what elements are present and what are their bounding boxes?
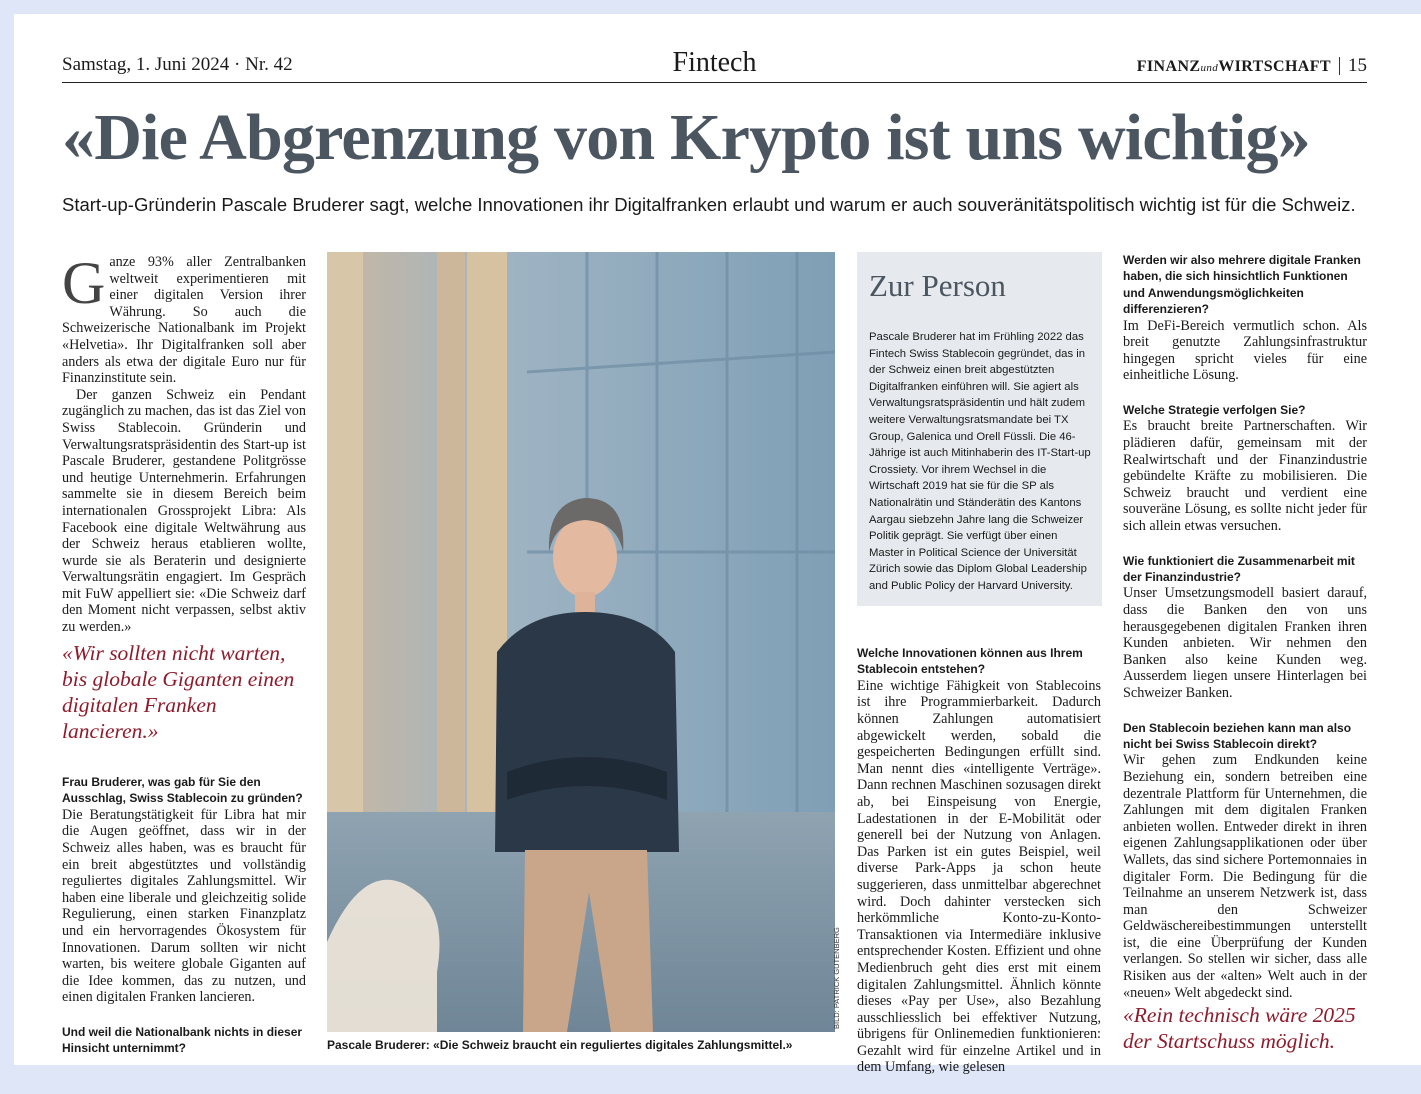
- column-3: [857, 645, 1101, 1094]
- intro-paragraph-2: [62, 387, 306, 636]
- answer-1: Die Beratungstätigkeit für Libra hat mir die Augen geöffnet, dass wir in der Schweiz alles haben, was es braucht für ein breit abgestütztes und vollständig reguliertes digitales Zahlungsmittel. Wir haben eine liberale und gleichzeitig solide Regulierung, einen starken Finanzplatz und ein hervorragendes Ökosystem für Innovationen. Darum sollten wir nicht warten, bis weitere globale Giganten auf die Idee kommen, das zu nutzen, und einen digitalen Franken lancieren.: [62, 806, 306, 1006]
- issue-date: Samstag, 1. Juni 2024 · Nr. 42: [62, 54, 293, 75]
- header-divider: [1339, 57, 1340, 75]
- header-rule: [62, 82, 1367, 83]
- question-4: Werden wir also mehrere digitale Franken haben, die sich hinsichtlich Funktionen und Anwendungsmöglichkeiten differenzieren?: [1123, 253, 1361, 317]
- intro-paragraph-1: [62, 250, 306, 387]
- pull-quote-2: «Rein technisch wäre 2025 der Startschuss möglich.: [1123, 1003, 1356, 1053]
- portrait-illustration: [327, 252, 835, 1032]
- photo-caption: Pascale Bruderer: «Die Schweiz braucht ein reguliertes digitales Zahlungsmittel.»: [327, 1038, 793, 1052]
- headline: «Die Abgrenzung von Krypto ist uns wichtig»: [62, 101, 1310, 174]
- profile-box-title: Zur Person: [869, 268, 1006, 303]
- answer-6: Unser Umsetzungsmodell basiert darauf, dass die Banken den von uns herausgegebenen digitalen Franken ihren Kunden anbieten. Wir nehmen den Banken also keine Kunden weg. Ausserdem liegen unsere Hinterlagen bei Schweizer Banken.: [1123, 585, 1367, 701]
- profile-box-text: Pascale Bruderer hat im Frühling 2022 das Fintech Swiss Stablecoin gegründet, das in der Schweiz einen breit abgestützten Digitalfranken einführen will. Sie agiert als Verwaltungsratspräsidentin und hält zudem weitere Verwaltungsratsmandate bei TX Group, Galenica und Orell Füssli. Die 46-Jährige ist auch Mitinhaberin des IT-Start-up Crossiety. Vor ihrem Wechsel in die Wirtschaft 2019 hat sie für die SP als Nationalrätin und Ständerätin des Kantons Aargau siebzehn Jahre lang die Schweizer Politik geprägt. Sie verfügt über einen Master in Political Science der Universität Zürich sowie das Diplom Global Leadership and Public Policy der Harvard University.: [869, 331, 1091, 592]
- drop-cap: G: [62, 250, 106, 316]
- masthead: [1137, 55, 1367, 77]
- photo-credit: BILD: PATRICK GUTENBERG: [832, 927, 841, 1029]
- brand-part-finanz: FINANZ: [1136, 58, 1201, 75]
- page-header: [62, 47, 1367, 80]
- pull-quote-1: «Wir sollten nicht warten, bis globale Giganten einen digitalen Franken lancieren.»: [62, 641, 295, 743]
- brand-part-wirtschaft: WIRTSCHAFT: [1218, 58, 1331, 75]
- question-5: Welche Strategie verfolgen Sie?: [1123, 403, 1306, 417]
- question-6: Wie funktioniert die Zusammenarbeit mit der Finanzindustrie?: [1123, 553, 1355, 584]
- column-4: [1123, 252, 1367, 1019]
- question-7: Den Stablecoin beziehen kann man also nicht bei Swiss Stablecoin direkt?: [1123, 720, 1352, 751]
- question-1: Frau Bruderer, was gab für Sie den Ausschlag, Swiss Stablecoin zu gründen?: [62, 775, 303, 806]
- answer-4: Im DeFi-Bereich vermutlich schon. Als breit genutzte Zahlungsinfrastruktur hingegen spricht vieles für eine einheitliche Lösung.: [1123, 317, 1367, 384]
- column-1: [62, 250, 306, 654]
- section-title: Fintech: [672, 47, 757, 78]
- newspaper-page: [14, 14, 1421, 1076]
- page-number: 15: [1348, 55, 1367, 76]
- answer-3: Eine wichtige Fähigkeit von Stablecoins ist ihre Programmierbarkeit. Dadurch können Zahlungen automatisiert abgewickelt werden, sobald die gespeicherten Bedingungen erfüllt sind. Man nennt dies «intelligente Verträge». Dann rechnen Maschinen sozusagen direkt ab, bei Einspeisung von Energie, Ladestationen in der E-Mobilität oder generell bei der Nutzung von Anlagen. Das Parken ist ein gutes Beispiel, weil diverse Park-Apps ja schon heute suggerieren, dass unmittelbar abgerechnet wird. Doch dahinter verstecken sich herkömmliche Konto-zu-Konto-Transaktionen via Intermediäre inklusive entsprechender Kosten. Effizient und ohne Medienbruch geht dies erst mit einem digitalen Zahlungsmittel. Ähnlich könnte dieses «Pay per Use», also Bezahlung ausschliesslich bei effektiver Nutzung, übrigens für Onlinemedien funktionieren: Gezahlt wird für einzelne Artikel und in dem Umfang, wie gelesen: [857, 677, 1101, 1076]
- column-1-interview: [62, 774, 306, 1057]
- subheadline: Start-up-Gründerin Pascale Bruderer sagt, welche Innovationen ihr Digitalfranken erlaubt und warum er auch souveränitätspolitisch wichtig ist für die Schweiz.: [62, 194, 1356, 215]
- profile-box: [857, 252, 1102, 606]
- intro-text-1: anze 93% aller Zentralbanken weltweit experimentieren mit einer digitalen Version ihrer Währung. So auch die Schweizerische Nationalbank im Projekt «Helvetia». Ihr Digitalfranken soll aber anders als etwa der digitale Euro nur für Finanzinstitute sein.: [62, 254, 306, 387]
- portrait-photo: [327, 252, 835, 1032]
- answer-5: Es braucht breite Partnerschaften. Wir plädieren dafür, gemeinsam mit der Realwirtschaft und der Finanzindustrie gebündelte Kräfte zu mobilisieren. Die Schweiz braucht und verdient eine souveräne Lösung, es sollte nicht jeder für sich allein etwas versuchen.: [1123, 418, 1367, 534]
- brand-part-und: und: [1200, 62, 1219, 74]
- brand-logo: [1137, 58, 1331, 76]
- answer-7: Wir gehen zum Endkunden keine Beziehung ein, sondern betreiben eine dezentrale Plattform für Unternehmen, die Zahlungen mit dem digitalen Franken anbieten wollen. Entweder direkt in ihren eigenen Zahlungsapplikationen oder über Wallets, das sind sichere Portemonnaies in digitaler Form. Die Bedingung für die Teilnahme an unserem Netzwerk ist, dass man den Schweizer Geldwäschereibestimmungen unterstellt ist, die eine Überprüfung der Kunden verlangen. So stellen wir sicher, dass alle Risiken aus der «alten» Welt auch in der «neuen» Welt abgedeckt sind.: [1123, 752, 1367, 1001]
- question-2: Und weil die Nationalbank nichts in dieser Hinsicht unternimmt?: [62, 1024, 303, 1056]
- intro-text-2: Der ganzen Schweiz ein Pendant zugänglich zu machen, das ist das Ziel von Swiss Stablecoin. Gründerin und Verwaltungsratspräsidentin des Start-up ist Pascale Bruderer, gestandene Politgrösse und heutige Unternehmerin. Erfahrungen sammelte sie in diesem Bereich beim internationalen Grossprojekt Libra: Als Facebook eine digitale Weltwährung aus der Schweiz heraus etablieren wollte, wurde sie als Beraterin und designierte Verwaltungsrätin engagiert. Im Gespräch mit FuW appelliert sie: «Die Schweiz darf den Moment nicht verpassen, selbst aktiv zu werden.»: [62, 386, 306, 636]
- question-3: Welche Innovationen können aus Ihrem Stablecoin entstehen?: [857, 646, 1083, 677]
